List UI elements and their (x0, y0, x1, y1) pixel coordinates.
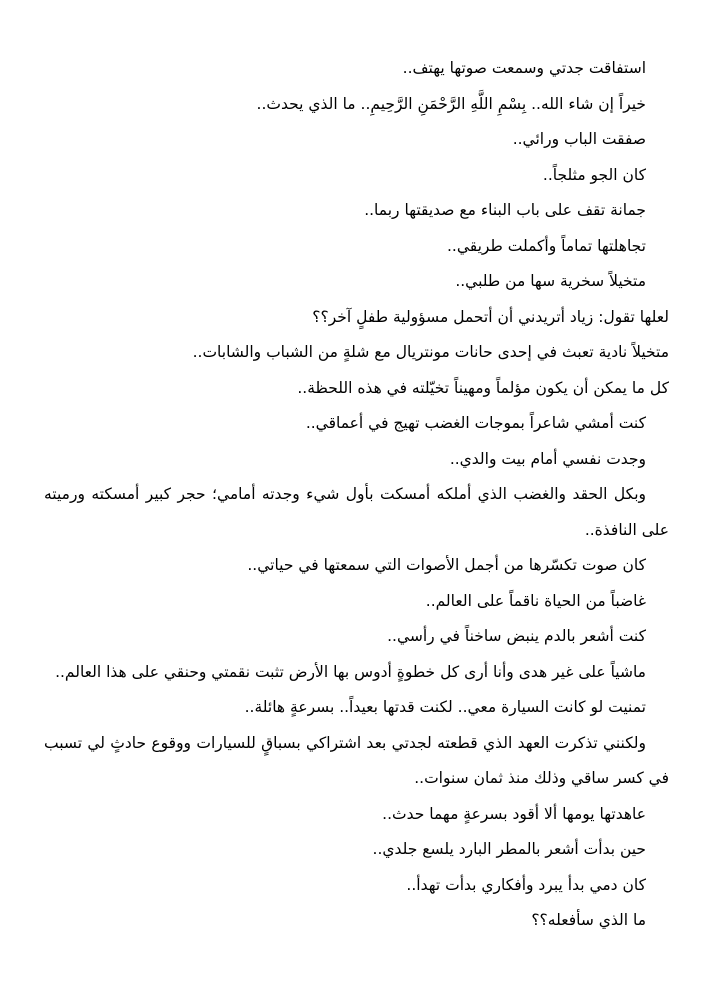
document-page (44, 51, 669, 939)
paragraph: كنت أمشي شاعراً بموجات الغضب تهيج في أعماقي.. (305, 414, 646, 432)
paragraph: ماشياً على غير هدى وأنا أرى كل خطوةٍ أدوس بها الأرض تثبت نقمتي وحنقي على هذا العالم.. (55, 662, 646, 681)
paragraph: متخيلاً نادية تعبث في إحدى حانات مونتريال مع شلةٍ من الشباب والشابات.. (192, 343, 669, 361)
paragraph: جمانة تقف على باب البناء مع صديقتها ربما.. (364, 201, 646, 219)
paragraph: تجاهلتها تماماً وأكملت طريقي.. (447, 236, 646, 255)
paragraph: كنت أشعر بالدم ينبض ساخناً في رأسي.. (387, 627, 646, 645)
paragraph: استفاقت جدتي وسمعت صوتها يهتف.. (402, 59, 646, 77)
paragraph: خيراً إن شاء الله.. بِسْمِ اللَّهِ الرَّحْمَنِ الرَّحِيمِ.. ما الذي يحدث.. (256, 94, 646, 113)
paragraph: لعلها تقول: زياد أتريدني أن أتحمل مسؤولية طفلٍ آخر؟؟ (312, 307, 669, 326)
paragraph: وجدت نفسي أمام بيت والدي.. (449, 449, 646, 468)
paragraph: ما الذي سأفعله؟؟ (531, 911, 646, 929)
paragraph: غاضباً من الحياة ناقماً على العالم.. (425, 591, 646, 610)
paragraph: كان الجو مثلجاً.. (542, 165, 646, 184)
paragraph: تمنيت لو كانت السيارة معي.. لكنت قدتها بعيداً.. بسرعةٍ هائلة.. (244, 698, 646, 716)
paragraph: متخيلاً سخرية سها من طلبي.. (455, 272, 646, 290)
paragraph: عاهدتها يومها ألا أقود بسرعةٍ مهما حدث.. (382, 804, 646, 823)
paragraph: صفقت الباب ورائي.. (512, 130, 646, 148)
paragraph: ولكنني تذكرت العهد الذي قطعته لجدتي بعد اشتراكي بسباقٍ للسيارات ووقوع حادثٍ لي تسبب في كسر ساقي وذلك منذ ثمان سنوات.. (44, 733, 669, 787)
paragraph: حين بدأت أشعر بالمطر البارد يلسع جلدي.. (372, 840, 646, 858)
paragraph: كل ما يمكن أن يكون مؤلماً ومهيناً تخيّلته في هذه اللحظة.. (297, 378, 669, 397)
paragraph: وبكل الحقد والغضب الذي أملكه أمسكت بأول شيء وجدته أمامي؛ حجر كبير أمسكته ورميته على النافذة.. (44, 485, 669, 539)
paragraph: كان صوت تكسّرها من أجمل الأصوات التي سمعتها في حياتي.. (247, 556, 646, 574)
paragraph: كان دمي بدأ يبرد وأفكاري بدأت تهدأ.. (406, 875, 646, 894)
